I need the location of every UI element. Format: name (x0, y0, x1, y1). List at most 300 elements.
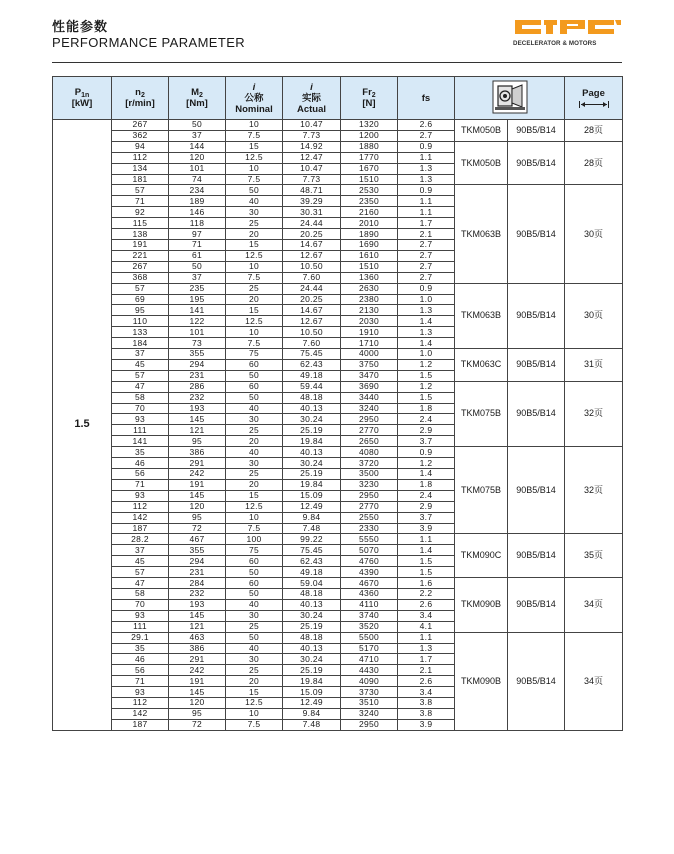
model-cell: TKM075B (455, 447, 508, 534)
col-model (455, 77, 565, 120)
n2-cell: 94 (112, 141, 169, 152)
i-nominal-cell: 25 (226, 469, 283, 480)
i-actual-cell: 25.19 (283, 469, 341, 480)
m2-cell: 286 (169, 381, 226, 392)
fs-cell: 1.3 (398, 305, 455, 316)
m2-cell: 97 (169, 229, 226, 240)
fr2-cell: 2330 (341, 523, 398, 534)
fr2-cell: 2030 (341, 316, 398, 327)
fr2-cell: 3440 (341, 392, 398, 403)
i-actual-cell: 19.84 (283, 436, 341, 447)
i-actual-cell: 59.44 (283, 381, 341, 392)
n2-cell: 138 (112, 229, 169, 240)
page-ref-cell: 31页 (565, 349, 623, 382)
fr2-cell: 1770 (341, 152, 398, 163)
fs-cell: 1.3 (398, 174, 455, 185)
m2-cell: 191 (169, 676, 226, 687)
fr2-cell: 1200 (341, 130, 398, 141)
n2-cell: 110 (112, 316, 169, 327)
fr2-cell: 4390 (341, 567, 398, 578)
table-row (53, 283, 623, 294)
m2-cell: 291 (169, 458, 226, 469)
model-cell: TKM063C (455, 349, 508, 382)
i-actual-cell: 14.67 (283, 305, 341, 316)
n2-cell: 187 (112, 719, 169, 730)
fr2-cell: 2350 (341, 196, 398, 207)
col-fr2: $Fr_2$ [N] (341, 77, 398, 120)
i-nominal-cell: 15 (226, 490, 283, 501)
n2-cell: 181 (112, 174, 169, 185)
fr2-cell: 1320 (341, 120, 398, 131)
i-nominal-cell: 12.5 (226, 698, 283, 709)
i-nominal-cell: 12.5 (226, 250, 283, 261)
i-nominal-cell: 60 (226, 578, 283, 589)
i-actual-cell: 40.13 (283, 599, 341, 610)
fr2-cell: 3230 (341, 479, 398, 490)
i-nominal-cell: 60 (226, 359, 283, 370)
i-nominal-cell: 40 (226, 643, 283, 654)
i-actual-cell: 30.24 (283, 610, 341, 621)
m2-cell: 294 (169, 556, 226, 567)
fs-cell: 1.4 (398, 316, 455, 327)
i-actual-cell: 75.45 (283, 545, 341, 556)
m2-cell: 145 (169, 610, 226, 621)
m2-cell: 291 (169, 654, 226, 665)
i-actual-cell: 15.09 (283, 687, 341, 698)
i-nominal-cell: 40 (226, 599, 283, 610)
n2-cell: 267 (112, 261, 169, 272)
i-nominal-cell: 12.5 (226, 501, 283, 512)
fs-cell: 2.7 (398, 130, 455, 141)
n2-cell: 142 (112, 708, 169, 719)
fs-cell: 1.1 (398, 534, 455, 545)
fs-cell: 1.2 (398, 359, 455, 370)
i-nominal-cell: 50 (226, 392, 283, 403)
m2-cell: 144 (169, 141, 226, 152)
i-actual-cell: 40.13 (283, 643, 341, 654)
i-nominal-cell: 20 (226, 436, 283, 447)
table-row (53, 120, 623, 131)
i-actual-cell: 25.19 (283, 425, 341, 436)
i-actual-cell: 7.48 (283, 719, 341, 730)
m2-cell: 193 (169, 403, 226, 414)
fs-cell: 0.9 (398, 141, 455, 152)
i-nominal-cell: 25 (226, 621, 283, 632)
fr2-cell: 2950 (341, 490, 398, 501)
m2-cell: 101 (169, 163, 226, 174)
m2-cell: 294 (169, 359, 226, 370)
m2-cell: 73 (169, 338, 226, 349)
gearbox-icon (492, 80, 528, 114)
model-cell: TKM063B (455, 185, 508, 283)
i-nominal-cell: 60 (226, 381, 283, 392)
i-nominal-cell: 10 (226, 512, 283, 523)
i-actual-cell: 24.44 (283, 218, 341, 229)
n2-cell: 141 (112, 436, 169, 447)
fs-cell: 3.4 (398, 687, 455, 698)
n2-cell: 56 (112, 665, 169, 676)
i-actual-cell: 30.24 (283, 458, 341, 469)
i-nominal-cell: 40 (226, 447, 283, 458)
i-actual-cell: 39.29 (283, 196, 341, 207)
i-actual-cell: 14.67 (283, 239, 341, 250)
i-nominal-cell: 7.5 (226, 523, 283, 534)
table-header-row (53, 77, 623, 120)
fr2-cell: 3730 (341, 687, 398, 698)
m2-cell: 101 (169, 327, 226, 338)
m2-cell: 72 (169, 719, 226, 730)
n2-cell: 47 (112, 578, 169, 589)
n2-cell: 142 (112, 512, 169, 523)
m2-cell: 284 (169, 578, 226, 589)
fr2-cell: 2950 (341, 719, 398, 730)
n2-cell: 267 (112, 120, 169, 131)
fr2-cell: 4760 (341, 556, 398, 567)
m2-cell: 242 (169, 665, 226, 676)
m2-cell: 118 (169, 218, 226, 229)
table-row (53, 185, 623, 196)
n2-cell: 56 (112, 469, 169, 480)
n2-cell: 93 (112, 490, 169, 501)
col-i-nominal: i 公称 Nominal (226, 77, 283, 120)
m2-cell: 231 (169, 370, 226, 381)
i-actual-cell: 62.43 (283, 556, 341, 567)
m2-cell: 145 (169, 490, 226, 501)
page-ref-cell: 32页 (565, 381, 623, 446)
i-actual-cell: 10.47 (283, 163, 341, 174)
n2-cell: 112 (112, 501, 169, 512)
m2-cell: 71 (169, 239, 226, 250)
n2-cell: 134 (112, 163, 169, 174)
i-actual-cell: 12.67 (283, 316, 341, 327)
n2-cell: 368 (112, 272, 169, 283)
fr2-cell: 3510 (341, 698, 398, 709)
n2-cell: 93 (112, 687, 169, 698)
fr2-cell: 3240 (341, 403, 398, 414)
col-i-actual: i 实际 Actual (283, 77, 341, 120)
i-actual-cell: 10.50 (283, 261, 341, 272)
table-row (53, 578, 623, 589)
table-row (53, 447, 623, 458)
i-actual-cell: 19.84 (283, 479, 341, 490)
fs-cell: 4.1 (398, 621, 455, 632)
fr2-cell: 4670 (341, 578, 398, 589)
n2-cell: 71 (112, 676, 169, 687)
table-row (53, 534, 623, 545)
fs-cell: 0.9 (398, 283, 455, 294)
i-nominal-cell: 25 (226, 425, 283, 436)
i-actual-cell: 7.60 (283, 338, 341, 349)
fr2-cell: 2950 (341, 414, 398, 425)
fs-cell: 1.8 (398, 403, 455, 414)
fr2-cell: 3240 (341, 708, 398, 719)
m2-cell: 121 (169, 621, 226, 632)
flange-cell: 90B5/B14 (508, 283, 565, 348)
fr2-cell: 1510 (341, 174, 398, 185)
m2-cell: 74 (169, 174, 226, 185)
m2-cell: 231 (169, 567, 226, 578)
i-nominal-cell: 10 (226, 163, 283, 174)
n2-cell: 37 (112, 545, 169, 556)
m2-cell: 50 (169, 261, 226, 272)
i-actual-cell: 49.18 (283, 370, 341, 381)
m2-cell: 386 (169, 447, 226, 458)
i-nominal-cell: 30 (226, 207, 283, 218)
i-nominal-cell: 50 (226, 567, 283, 578)
fr2-cell: 4110 (341, 599, 398, 610)
fr2-cell: 2630 (341, 283, 398, 294)
i-nominal-cell: 20 (226, 294, 283, 305)
fs-cell: 1.1 (398, 207, 455, 218)
i-actual-cell: 7.73 (283, 174, 341, 185)
n2-cell: 112 (112, 152, 169, 163)
i-actual-cell: 48.18 (283, 392, 341, 403)
fs-cell: 1.8 (398, 479, 455, 490)
n2-cell: 58 (112, 588, 169, 599)
table-row (53, 349, 623, 360)
table-row (53, 632, 623, 643)
m2-cell: 121 (169, 425, 226, 436)
fs-cell: 1.7 (398, 218, 455, 229)
n2-cell: 70 (112, 403, 169, 414)
page-title-cn: 性能参数 (52, 19, 109, 34)
performance-table (52, 76, 623, 731)
brand-tagline: DECELERATOR & MOTORS (513, 40, 597, 47)
n2-cell: 57 (112, 370, 169, 381)
i-nominal-cell: 30 (226, 654, 283, 665)
n2-cell: 93 (112, 610, 169, 621)
fr2-cell: 3720 (341, 458, 398, 469)
m2-cell: 120 (169, 152, 226, 163)
fs-cell: 1.5 (398, 567, 455, 578)
m2-cell: 234 (169, 185, 226, 196)
table-row (53, 141, 623, 152)
header-divider (52, 62, 622, 63)
page-ref-cell: 32页 (565, 447, 623, 534)
i-actual-cell: 12.49 (283, 501, 341, 512)
n2-cell: 46 (112, 458, 169, 469)
fr2-cell: 2770 (341, 425, 398, 436)
flange-cell: 90B5/B14 (508, 447, 565, 534)
double-arrow-icon (579, 101, 609, 108)
i-nominal-cell: 15 (226, 239, 283, 250)
flange-cell: 90B5/B14 (508, 578, 565, 633)
col-m2: $M_2$ [Nm] (169, 77, 226, 120)
model-cell: TKM063B (455, 283, 508, 348)
fr2-cell: 5500 (341, 632, 398, 643)
fr2-cell: 1880 (341, 141, 398, 152)
fs-cell: 0.9 (398, 185, 455, 196)
fs-cell: 1.5 (398, 370, 455, 381)
fs-cell: 1.3 (398, 163, 455, 174)
page-ref-cell: 28页 (565, 120, 623, 142)
i-actual-cell: 9.84 (283, 708, 341, 719)
m2-cell: 189 (169, 196, 226, 207)
i-nominal-cell: 30 (226, 458, 283, 469)
i-nominal-cell: 7.5 (226, 174, 283, 185)
m2-cell: 242 (169, 469, 226, 480)
fs-cell: 1.6 (398, 578, 455, 589)
i-nominal-cell: 7.5 (226, 130, 283, 141)
i-nominal-cell: 15 (226, 305, 283, 316)
i-nominal-cell: 10 (226, 261, 283, 272)
model-cell: TKM050B (455, 141, 508, 185)
fr2-cell: 2130 (341, 305, 398, 316)
fs-cell: 2.6 (398, 120, 455, 131)
i-actual-cell: 30.24 (283, 414, 341, 425)
i-actual-cell: 59.04 (283, 578, 341, 589)
i-actual-cell: 12.49 (283, 698, 341, 709)
n2-cell: 133 (112, 327, 169, 338)
m2-cell: 95 (169, 708, 226, 719)
fs-cell: 2.1 (398, 229, 455, 240)
i-actual-cell: 24.44 (283, 283, 341, 294)
n2-cell: 28.2 (112, 534, 169, 545)
fs-cell: 2.9 (398, 425, 455, 436)
fs-cell: 2.4 (398, 414, 455, 425)
col-n2: $n_2$ [r/min] (112, 77, 169, 120)
fs-cell: 2.1 (398, 665, 455, 676)
fr2-cell: 4090 (341, 676, 398, 687)
i-nominal-cell: 12.5 (226, 316, 283, 327)
i-actual-cell: 10.47 (283, 120, 341, 131)
fs-cell: 1.0 (398, 294, 455, 305)
fs-cell: 1.7 (398, 654, 455, 665)
page-ref-cell: 34页 (565, 578, 623, 633)
fr2-cell: 4080 (341, 447, 398, 458)
i-actual-cell: 20.25 (283, 294, 341, 305)
fr2-cell: 3470 (341, 370, 398, 381)
i-nominal-cell: 10 (226, 708, 283, 719)
fs-cell: 1.4 (398, 469, 455, 480)
m2-cell: 95 (169, 512, 226, 523)
flange-cell: 90B5/B14 (508, 381, 565, 446)
m2-cell: 232 (169, 392, 226, 403)
i-nominal-cell: 7.5 (226, 719, 283, 730)
n2-cell: 69 (112, 294, 169, 305)
m2-cell: 95 (169, 436, 226, 447)
page-ref-cell: 28页 (565, 141, 623, 185)
i-nominal-cell: 50 (226, 185, 283, 196)
brand-logo (513, 16, 623, 38)
page-ref-cell: 35页 (565, 534, 623, 578)
n2-cell: 221 (112, 250, 169, 261)
i-nominal-cell: 7.5 (226, 338, 283, 349)
fs-cell: 1.5 (398, 556, 455, 567)
fs-cell: 1.1 (398, 196, 455, 207)
fs-cell: 3.9 (398, 523, 455, 534)
flange-cell: 90B5/B14 (508, 632, 565, 730)
fr2-cell: 4000 (341, 349, 398, 360)
n2-cell: 93 (112, 414, 169, 425)
fr2-cell: 3690 (341, 381, 398, 392)
m2-cell: 463 (169, 632, 226, 643)
fs-cell: 3.8 (398, 708, 455, 719)
i-nominal-cell: 20 (226, 229, 283, 240)
n2-cell: 35 (112, 643, 169, 654)
n2-cell: 362 (112, 130, 169, 141)
n2-cell: 187 (112, 523, 169, 534)
i-nominal-cell: 10 (226, 327, 283, 338)
i-actual-cell: 7.60 (283, 272, 341, 283)
fr2-cell: 1910 (341, 327, 398, 338)
i-nominal-cell: 40 (226, 196, 283, 207)
n2-cell: 29.1 (112, 632, 169, 643)
i-actual-cell: 30.31 (283, 207, 341, 218)
i-actual-cell: 40.13 (283, 403, 341, 414)
n2-cell: 35 (112, 447, 169, 458)
fs-cell: 3.9 (398, 719, 455, 730)
fs-cell: 1.2 (398, 381, 455, 392)
m2-cell: 235 (169, 283, 226, 294)
i-actual-cell: 49.18 (283, 567, 341, 578)
fr2-cell: 4360 (341, 588, 398, 599)
i-actual-cell: 62.43 (283, 359, 341, 370)
m2-cell: 50 (169, 120, 226, 131)
fr2-cell: 1610 (341, 250, 398, 261)
page-ref-cell: 30页 (565, 283, 623, 348)
fr2-cell: 3750 (341, 359, 398, 370)
fr2-cell: 1670 (341, 163, 398, 174)
model-cell: TKM090B (455, 632, 508, 730)
fs-cell: 2.6 (398, 676, 455, 687)
fs-cell: 2.7 (398, 239, 455, 250)
fs-cell: 1.3 (398, 327, 455, 338)
fr2-cell: 5070 (341, 545, 398, 556)
n2-cell: 115 (112, 218, 169, 229)
model-cell: TKM090B (455, 578, 508, 633)
n2-cell: 57 (112, 567, 169, 578)
i-actual-cell: 12.47 (283, 152, 341, 163)
m2-cell: 120 (169, 698, 226, 709)
m2-cell: 355 (169, 545, 226, 556)
n2-cell: 111 (112, 425, 169, 436)
m2-cell: 232 (169, 588, 226, 599)
fr2-cell: 1690 (341, 239, 398, 250)
m2-cell: 467 (169, 534, 226, 545)
n2-cell: 37 (112, 349, 169, 360)
i-nominal-cell: 25 (226, 218, 283, 229)
flange-cell: 90B5/B14 (508, 534, 565, 578)
page-title-en: PERFORMANCE PARAMETER (52, 35, 246, 50)
n2-cell: 45 (112, 359, 169, 370)
i-actual-cell: 75.45 (283, 349, 341, 360)
n2-cell: 92 (112, 207, 169, 218)
i-actual-cell: 48.18 (283, 632, 341, 643)
flange-cell: 90B5/B14 (508, 185, 565, 283)
n2-cell: 184 (112, 338, 169, 349)
m2-cell: 355 (169, 349, 226, 360)
i-nominal-cell: 10 (226, 120, 283, 131)
fs-cell: 3.7 (398, 512, 455, 523)
fr2-cell: 2650 (341, 436, 398, 447)
m2-cell: 72 (169, 523, 226, 534)
fs-cell: 2.9 (398, 501, 455, 512)
fr2-cell: 2530 (341, 185, 398, 196)
model-cell: TKM050B (455, 120, 508, 142)
n2-cell: 70 (112, 599, 169, 610)
fs-cell: 1.4 (398, 545, 455, 556)
i-actual-cell: 20.25 (283, 229, 341, 240)
i-nominal-cell: 20 (226, 479, 283, 490)
i-nominal-cell: 100 (226, 534, 283, 545)
m2-cell: 61 (169, 250, 226, 261)
fr2-cell: 2550 (341, 512, 398, 523)
m2-cell: 141 (169, 305, 226, 316)
page-ref-cell: 34页 (565, 632, 623, 730)
m2-cell: 145 (169, 687, 226, 698)
fs-cell: 3.7 (398, 436, 455, 447)
